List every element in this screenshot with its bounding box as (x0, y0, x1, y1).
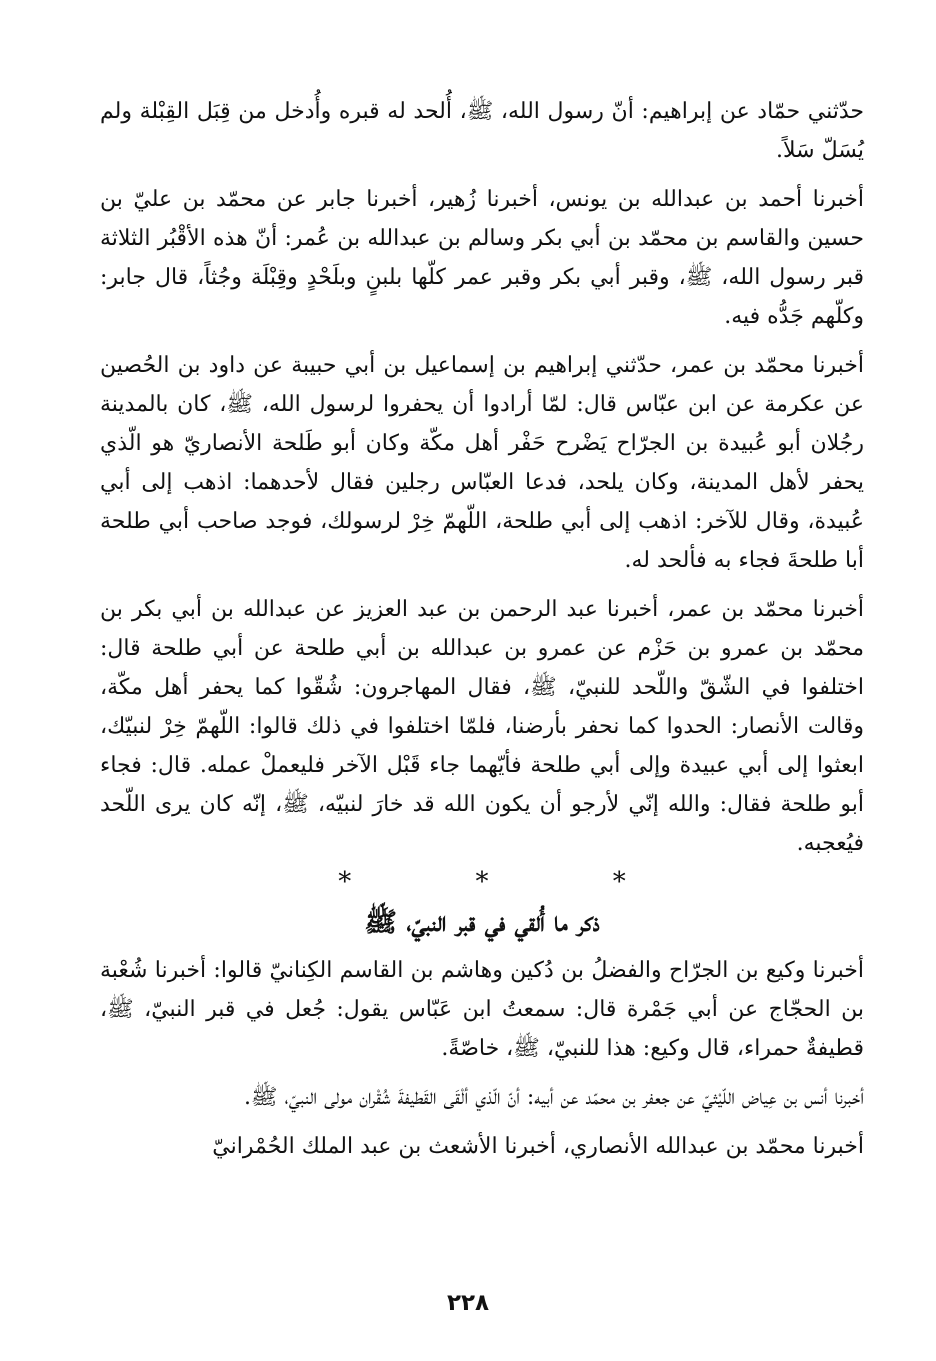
section-separator: * * * (338, 867, 684, 897)
section-heading: ذكر ما أُلقي في قبر النبيّ، ﷺ (364, 907, 600, 938)
paragraph: حدّثني حمّاد عن إبراهيم: أنّ رسول الله، ﷺ، أُلحد له قبره وأُدخل من قِبَل القِبْلة ولم يُسَلّ سَلاً. (100, 99, 864, 163)
paragraph: أخبرنا وكيع بن الجرّاح والفضلُ بن دُكين وهاشم بن القاسم الكِنانيّ قالوا: أخبرنا شُعْبة بن الحجّاج عن أبي جَمْرة قال: سمعتُ ابن عَبّاس يقول: جُعل في قبر النبيّ، ﷺ، قطيفةٌ حمراء، قال وكيع: هذا للنبيّ، ﷺ، خاصّةً. (100, 958, 864, 1061)
paragraph: أخبرنا محمّد بن عبدالله الأنصاري، أخبرنا الأشعث بن عبد الملك الحُمْرانيّ (212, 1134, 864, 1159)
page-body (100, 92, 864, 1176)
paragraph: أخبرنا محمّد بن عمر، أخبرنا عبد الرحمن بن عبد العزيز عن عبدالله بن أبي بكر بن محمّد بن عمرو بن حَزْم عن عمرو بن عبدالله بن أبي طلحة عن أبي طلحة قال: اختلفوا في الشّقّ واللّحد للنبيّ، ﷺ، فقال المهاجرون: شُقّوا كما يحفر أهل مكّة، وقالت الأنصار: الحدوا كما نحفر بأرضنا، فلمّا اختلفوا في ذلك قالوا: اللّهمّ خِرْ لنبيّك، ابعثوا إلى أبي عبيدة وإلى أبي طلحة فأيّهما جاء قَبْل الآخر فليعملْ عمله. قال: فجاء أبو طلحة فقال: والله إنّي لأرجو أن يكون الله قد خارَ لنبيّه، ﷺ، إنّه كان يرى اللّحد فيُعجبه. (100, 597, 864, 856)
paragraph: أخبرنا أنس بن عِياض اللّيْثيّ عن جعفر بن محمّد عن أبيه: أنّ الّذي ألْقَى القَطيفةَ شُقْران مولى النبيّ، ﷺ. (243, 1085, 864, 1110)
page-number: ٢٢٨ (446, 1290, 490, 1316)
paragraph: أخبرنا محمّد بن عمر، حدّثني إبراهيم بن إسماعيل بن أبي حبيبة عن داود بن الحُصين عن عكرمة عن ابن عبّاس قال: لمّا أرادوا أن يحفروا لرسول الله، ﷺ، كان بالمدينة رجُلان أبو عُبيدة بن الجرّاح يَضْرح حَفْر أهل مكّة وكان أبو طَلحة الأنصاريّ هو الّذي يحفر لأهل المدينة، وكان يلحد، فدعا العبّاس رجلين فقال لأحدهما: اذهب إلى أبي عُبيدة، وقال للآخر: اذهب إلى أبي طلحة، اللّهمّ خِرْ لرسولك، فوجد صاحب أبي طلحة أبا طلحةَ فجاء به فألحد له. (100, 353, 864, 573)
paragraph: أخبرنا أحمد بن عبدالله بن يونس، أخبرنا زُهير، أخبرنا جابر عن محمّد بن عليّ بن حسين والقاسم بن محمّد بن أبي بكر وسالم بن عبدالله بن عُمر: أنّ هذه الأقْبُر الثلاثة قبر رسول الله، ﷺ، وقبر أبي بكر وقبر عمر كلّها بلبنٍ وبلَحْدٍ وقِبْلَة وجُثاً، قال جابر: وكلّهم جَدُّه فيه. (100, 187, 864, 329)
